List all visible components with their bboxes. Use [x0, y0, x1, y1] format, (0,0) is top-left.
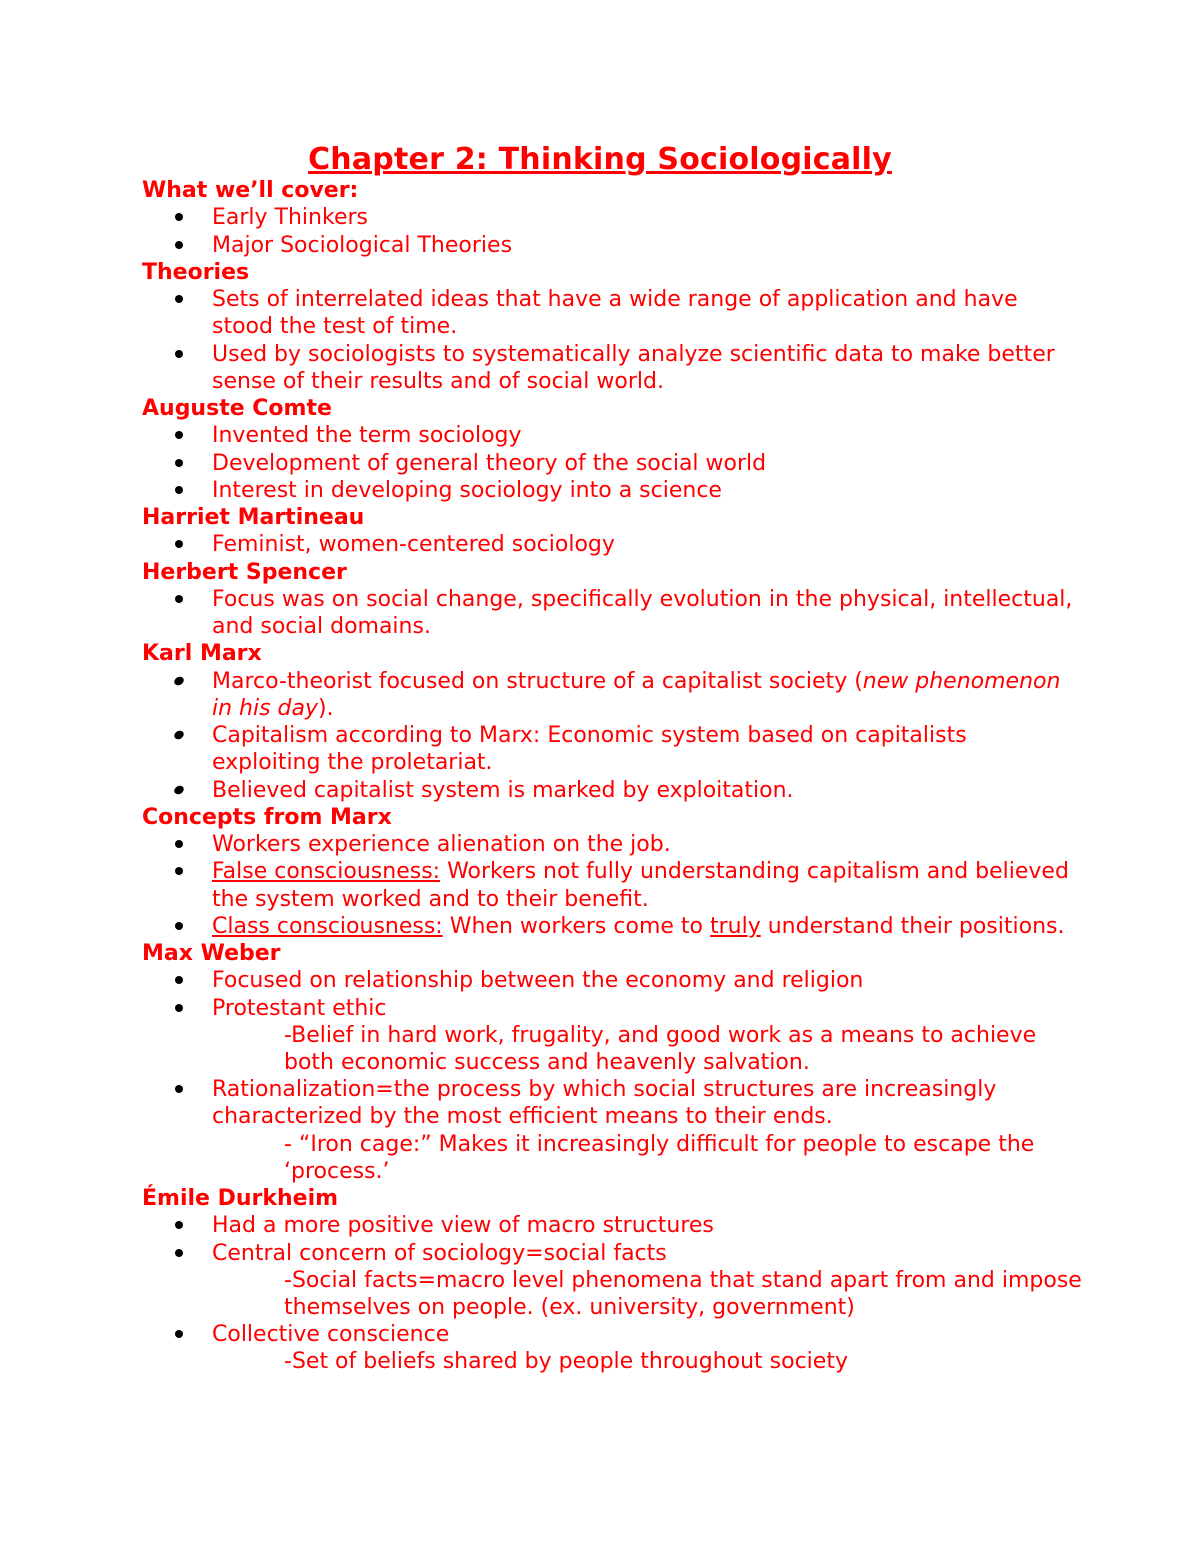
- bullet-icon: [175, 922, 183, 930]
- bullet-icon: [175, 595, 183, 603]
- bullet-icon: [175, 1004, 183, 1012]
- bullet-icon: [175, 213, 183, 221]
- bullet-icon: [175, 241, 183, 249]
- list-item: Focus was on social change, specifically evolution in the physical, intellectual, and social domains.: [142, 586, 1082, 640]
- list-item: False consciousness: Workers not fully understanding capitalism and believed the system worked and to their benefit.: [142, 858, 1082, 912]
- bullet-icon: [175, 976, 183, 984]
- section-heading-weber: Max Weber: [142, 941, 281, 966]
- sub-item: -Social facts=macro level phenomena that stand apart from and impose themselves on people. (ex. university, government): [284, 1267, 1082, 1321]
- section-heading-marx: Karl Marx: [142, 641, 262, 667]
- section-heading-martineau: Harriet Martineau: [142, 505, 365, 530]
- page-title: Chapter 2: Thinking Sociologically: [308, 142, 892, 177]
- bullet-icon: [175, 1085, 183, 1093]
- bullet-icon: [175, 459, 183, 467]
- bullet-icon: [175, 295, 183, 303]
- bullet-icon: [173, 729, 186, 741]
- notes-body: [142, 177, 1082, 1376]
- bullet-icon: [175, 486, 183, 494]
- sub-item: -Set of beliefs shared by people throughout society: [284, 1349, 848, 1375]
- section-heading-cover: What we’ll cover:: [142, 178, 359, 203]
- list-item: Sets of interrelated ideas that have a wide range of application and have stood the test of time.: [142, 286, 1082, 340]
- term-false-consciousness: False consciousness:: [212, 859, 441, 885]
- section-heading-concepts: Concepts from Marx: [142, 804, 392, 830]
- bullet-icon: [175, 1221, 183, 1229]
- bullet-icon: [175, 350, 183, 358]
- bullet-icon: [175, 867, 183, 875]
- bullet-icon: [173, 784, 186, 796]
- list-item: Collective conscience: [142, 1321, 1082, 1348]
- bullet-icon: [175, 540, 183, 548]
- list-item: Rationalization=the process by which social structures are increasingly characterized by the most efficient means to their ends.: [142, 1076, 1082, 1130]
- bullet-icon: [175, 431, 183, 439]
- bullet-icon: [175, 1249, 183, 1257]
- list-item: Focused on relationship between the economy and religion: [142, 967, 1082, 994]
- list-item: Early Thinkers: [142, 204, 1082, 231]
- list-item: Believed capitalist system is marked by exploitation.: [142, 777, 1082, 804]
- list-item: Development of general theory of the social world: [142, 450, 1082, 477]
- list-item: Major Sociological Theories: [142, 232, 1082, 259]
- term-class-consciousness: Class consciousness:: [212, 913, 443, 939]
- list-item: Feminist, women-centered sociology: [142, 531, 1082, 558]
- list-item: Protestant ethic: [142, 995, 1082, 1022]
- list-item: Workers experience alienation on the job.: [142, 831, 1082, 858]
- list-item: Capitalism according to Marx: Economic system based on capitalists exploiting the proletariat.: [142, 722, 1082, 776]
- list-item: Central concern of sociology=social facts: [142, 1240, 1082, 1267]
- bullet-icon: [175, 840, 183, 848]
- section-heading-durkheim: Émile Durkheim: [142, 1186, 339, 1212]
- list-item: Interest in developing sociology into a science: [142, 477, 1082, 504]
- list-item: Marco-theorist focused on structure of a capitalist society (new phenomenon in his day).: [142, 668, 1082, 722]
- bullet-icon: [175, 1330, 183, 1338]
- list-item: Invented the term sociology: [142, 422, 1082, 449]
- section-heading-spencer: Herbert Spencer: [142, 559, 347, 585]
- section-heading-comte: Auguste Comte: [142, 396, 332, 421]
- list-item: Class consciousness: When workers come to truly understand their positions.: [142, 913, 1082, 940]
- sub-item: - “Iron cage:” Makes it increasingly difficult for people to escape the ‘process.’: [284, 1131, 1035, 1184]
- list-item: Had a more positive view of macro structures: [142, 1212, 1082, 1239]
- bullet-icon: [173, 675, 186, 687]
- sub-item: -Belief in hard work, frugality, and good work as a means to achieve both economic success and heavenly salvation.: [284, 1022, 1037, 1075]
- section-heading-theories: Theories: [142, 259, 250, 285]
- list-item: Used by sociologists to systematically analyze scientific data to make better sense of their results and of social world.: [142, 341, 1082, 395]
